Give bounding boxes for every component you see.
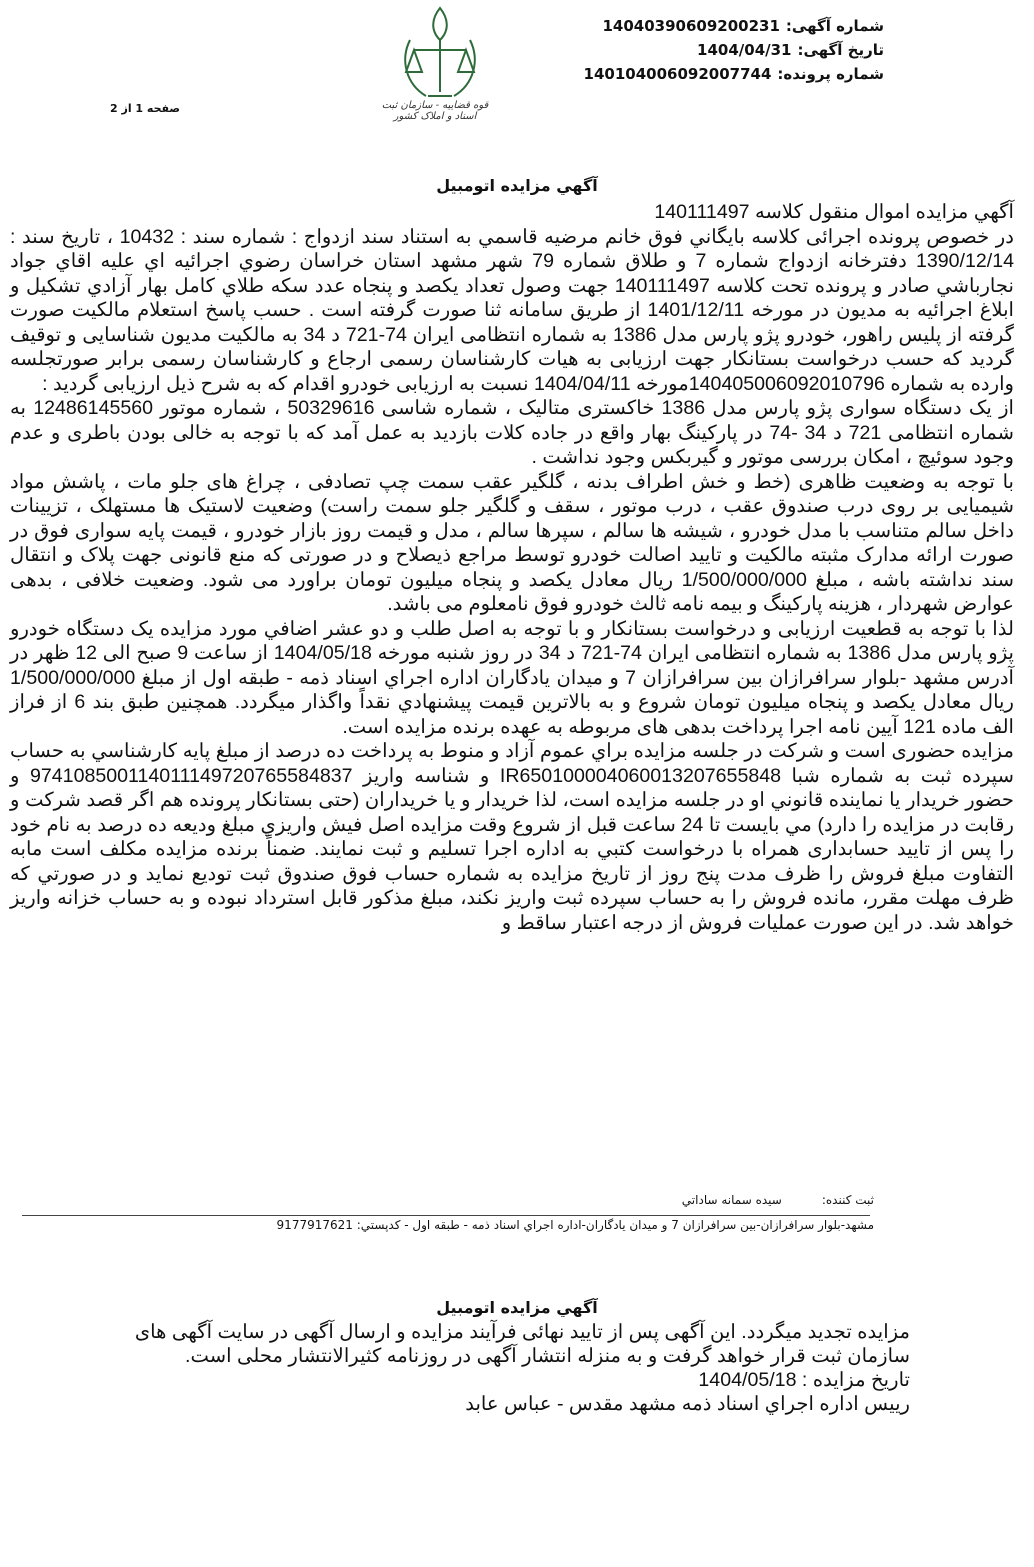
footer-address: مشهد-بلوار سرافرازان-بين سرافرازان 7 و ميدان يادگاران-اداره اجراي اسناد ذمه - طبقه اول - كدپستي: 9177917621 [276,1218,874,1232]
ad-number-label: شماره آگهی: [785,17,884,35]
notice-paragraph: با توجه به وضعیت ظاهری (خط و خش اطراف بدنه ، گلگیر عقب سمت چپ تصادفی ، چراغ های جلو مات ، پاشش مواد شیمیایی بر روی درب صندوق عقب ، درب موتور ، سقف و گلگیر جلو سمت راست) وضعیت لاستیک ها مستهلک ، تزیینات داخل سالم متناسب با مدل خودرو ، شیشه ها سالم ، سپرها سالم ، مدل و قیمت روز بازار خودرو ، قیمت پایه سواری فوق در صورت ارائه مدارک مثبته مالکیت و تایید اصالت خودرو توسط مراجع ذیصلاح و در صورتی که منع قانونی جهت پلاک و انتقال سند نداشته باشه ، مبلغ 1/500/000/000 ریال معادل یکصد و پنجاه میلیون تومان براورد می شود. وضعیت خلافی ، بدهی عوارض شهردار ، هزینه پارکینگ و بیمه نامه ثالث خودرو فوق نامعلوم می باشد. [10,470,1014,615]
footer-divider [22,1215,870,1216]
notice-paragraph: از یک دستگاه سواری پژو پارس مدل 1386 خاکستری متالیک ، شماره شاسی 50329616 ، شماره موتور 12486145560 به شماره انتظامی 721 د 34 -74 در پارکینگ بهار واقع در جاده کلات بازدید به عمل آمد که با توجه به خالی بودن باطری و عدم وجود سوئیچ ، امکان بررسی موتور و گیربکس وجود نداشت . [10,397,1014,468]
registrar-name: سيده سمانه ساداتي [681,1193,782,1207]
page-title: آگهي مزايده اتومبيل [436,176,598,195]
notice-paragraph: لذا با توجه به قطعيت ارزیابی و درخواست بستانکار و با توجه به اصل طلب و دو عشر اضافي مورد مزايده یک دستگاه خودرو پژو پارس مدل 1386 به شماره انتظامی ایران 74-721 د 34 در روز شنبه مورخه 1404/05/18 از ساعت 9 صبح الی 12 ظهر در آدرس مشهد -بلوار سرافرازان بين سرافرازان 7 و ميدان يادگاران اداره اجراي اسناد ذمه - طبقه اول از مبلغ 1/500/000/000 ريال معادل یکصد و پنجاه ميليون تومان شروع و به بالاترين قيمت پيشنهادي نقداً واگذار ميگردد. همچنين طبق بند 6 از فراز الف ماده 121 آيين نامه اجرا پرداخت بدهی های مربوطه به عهده برنده مزایده است. [10,617,1014,738]
continuation-paragraph: مزايده تجديد ميگردد. این آگهی پس از تایید نهائی فرآیند مزایده و ارسال آگهی در سایت آگهی های سازمان ثبت قرار خواهد گرفت و به منزله انتشار آگهی در روزنامه کثیرالانتشار محلی است. [134,1321,910,1367]
logo-caption: قوه قضاییه - سازمان ثبت اسناد و املاک کشور [381,100,489,122]
case-number: 140104006092007744 [583,65,772,83]
ad-date-row [584,38,884,62]
notice-paragraph: آگهي مزايده اموال منقول کلاسه 140111497 [654,201,1014,223]
page-indicator: صفحه 1 از 2 [110,102,181,115]
continuation-title: آگهي مزايده اتومبيل [436,1298,598,1317]
auction-date: تاريخ مزايده : 1404/05/18 [698,1369,910,1391]
notice-paragraph: مزايده حضوری است و شركت در جلسه مزايده براي عموم آزاد و منوط به پرداخت ده درصد از مبلغ پايه كارشناسي به حساب سپرده ثبت به شماره شبا IR650100004060013207655848 و شناسه واريز 974108500114011149720765584837 و حضور خريدار يا نماينده قانوني او در جلسه مزايده است، لذا خريدار و يا خريداران (حتی بستانکار پرونده هم اگر قصد شرکت و رقابت در مزایده را دارد) مي بايست تا 24 ساعت قبل از شروع وقت مزايده اصل فيش واريزي مبلغ وديعه ده درصد به نام خود را پس از تاييد حسابداری همراه با درخواست كتبي به اداره اجرا تسليم و ثبت نمايند. ضمناً برنده مزايده مكلف است مابه التفاوت مبلغ فروش را ظرف مدت پنج روز از تاريخ مزايده به شماره حساب فوق صندوق ثبت توديع نمايد و در صورتي كه ظرف مهلت مقرر، مانده فروش را به حساب سپرده ثبت واريز نكند، مبلغ مذكور قابل استرداد نبوده و به حساب خزانه واريز خواهد شد. در اين صورت عمليات فروش از درجه اعتبار ساقط و [10,740,1015,934]
ad-number-row [584,14,884,38]
ad-date: 1404/04/31 [697,41,792,59]
continuation-body [100,1320,910,1416]
case-number-label: شماره پرونده: [777,65,884,83]
notice-body [10,200,1014,935]
signature-line: رييس اداره اجراي اسناد ذمه مشهد مقدس - عباس عابد [465,1393,910,1415]
ad-number: 14040390609200231 [602,17,780,35]
notice-paragraph: در خصوص پرونده اجرائی کلاسه بايگاني فوق خانم مرضيه قاسمي به استناد سند ازدواج : شماره سند : 10432 ، تاریخ سند : 1390/12/14 دفترخانه ازدواج شماره 7 و طلاق شماره 79 شهر مشهد استان خراسان رضوي اجرائيه اي عليه اقاي جواد نجارباشي صادر و پرونده تحت کلاسه 140111497 جهت وصول تعداد یکصد و پنجاه عدد سکه طلاي کامل بهار آزادي تشکيل و ابلاغ اجرائيه به مديون در مورخه 1401/12/11 از طريق سامانه ثنا صورت گرفته است . حسب پاسخ استعلام مالکیت صورت گرفته از پلیس راهور، خودرو پژو پارس مدل 1386 به شماره انتظامی ایران 74-721 د 34 به مالکیت مدیون شناسایی و توقیف گردید که حسب درخواست بستانکار جهت ارزیابی به هیات کارشناسان رسمی ارجاع و کارشناسان رسمی برابر صورتجلسه وارده به شماره 140405006092010796مورخه 1404/04/11 نسبت به ارزیابی خودرو اقدام که به شرح ذیل ارزیابی گردید : [10,225,1015,395]
registrar-line [682,1193,874,1207]
registrar-label: ثبت كننده: [821,1193,874,1207]
ad-date-label: تاریخ آگهی: [797,41,884,59]
case-number-row [584,62,884,86]
ad-meta [584,14,884,86]
